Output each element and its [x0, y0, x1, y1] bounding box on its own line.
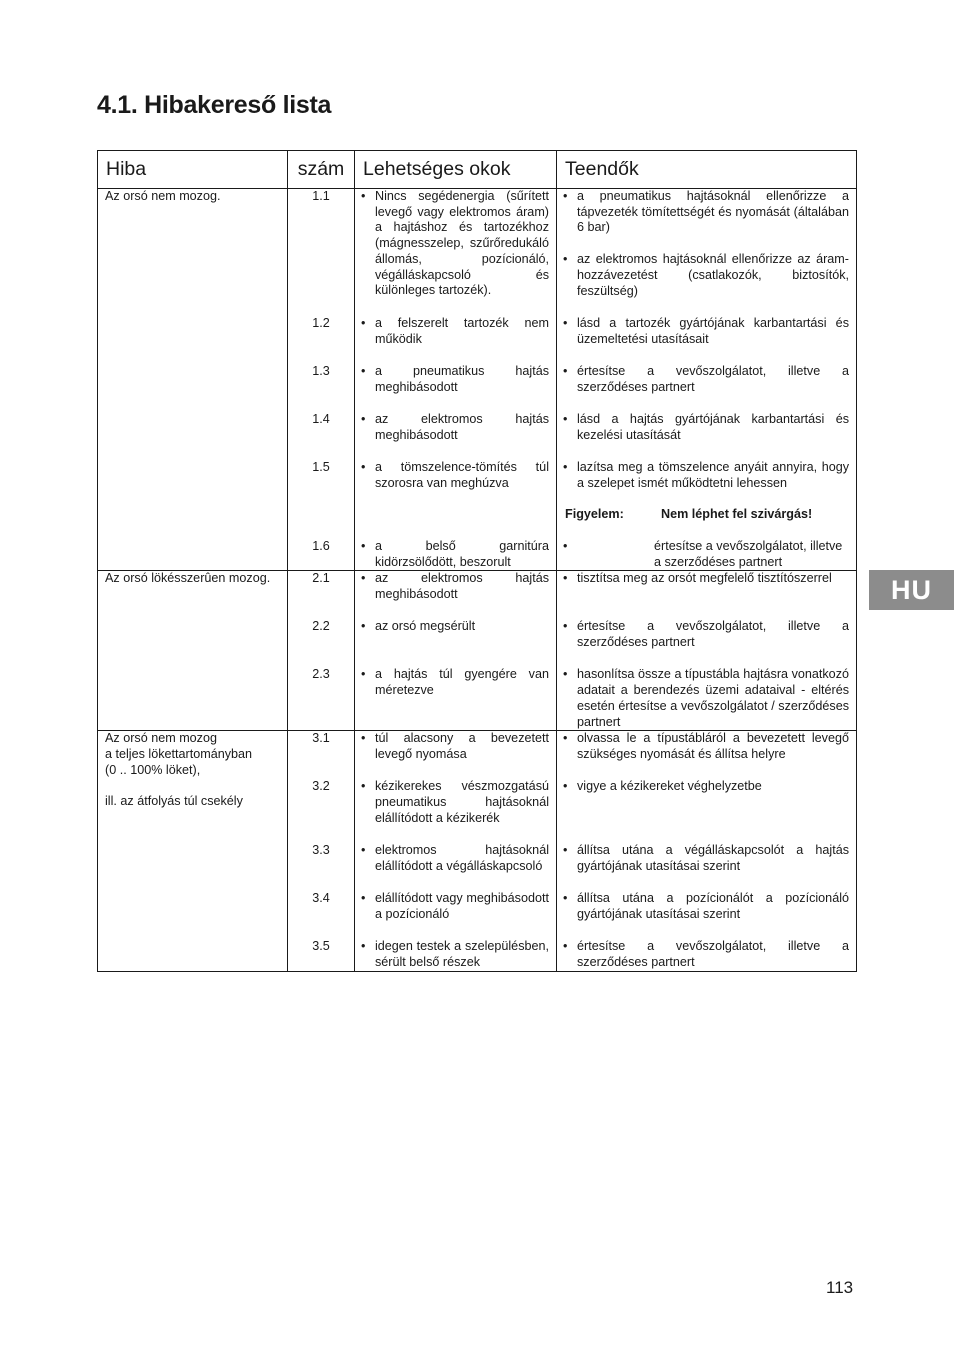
action-item [557, 571, 856, 587]
bullet-icon: • [361, 843, 366, 858]
cause-item [355, 731, 556, 779]
bullet-icon: • [361, 619, 366, 634]
entry-number: 3.4 [312, 891, 330, 906]
action-text: olvassa le a típustábláról a bevezetett levegő szükséges nyomását és állítsa helyre [577, 731, 849, 761]
action-text: tisztítsa meg az orsót megfelelő tisztítószerrel [577, 571, 832, 586]
header-actions: Teendők [557, 151, 857, 189]
entry-number: 1.3 [312, 364, 330, 378]
table-row [98, 731, 857, 971]
number-cell [288, 731, 355, 971]
actions-cell [557, 571, 857, 731]
action-item [557, 539, 856, 570]
action-group [557, 316, 856, 364]
fault-text: ill. az átfolyás túl csekély [105, 794, 243, 809]
action-group [557, 731, 856, 779]
action-text: lazítsa meg a tömszelence anyáit annyira, hogy a szelepet ismét működtetni lehessen [577, 460, 849, 490]
fault-text: Az orsó lökésszerûen mozog. [105, 571, 271, 586]
cause-text: idegen testek a szelepülésben, sérült belső részek [375, 939, 549, 969]
cause-item [355, 571, 556, 619]
action-group [557, 571, 856, 619]
action-text: értesítse a vevőszolgálatot, illetve a szerződéses partnert [654, 539, 843, 569]
action-item [557, 891, 856, 922]
action-item [557, 779, 856, 795]
number-cell [288, 571, 355, 731]
entry-number: 2.1 [312, 571, 330, 586]
action-item [557, 731, 856, 762]
bullet-icon: • [361, 891, 366, 906]
cause-item [355, 843, 556, 891]
action-group [557, 539, 856, 570]
bullet-icon: • [361, 412, 366, 426]
header-fault: Hiba [98, 151, 288, 189]
action-item [557, 412, 856, 443]
entry-number: 3.2 [312, 779, 330, 794]
bullet-icon: • [361, 939, 366, 954]
page-number: 113 [826, 1278, 854, 1297]
cause-item [355, 189, 556, 316]
cause-item [355, 779, 556, 843]
action-group [557, 939, 856, 970]
bullet-icon: • [563, 891, 568, 906]
cause-item [355, 939, 556, 970]
fault-cell [98, 571, 288, 731]
bullet-icon: • [563, 460, 568, 474]
bullet-icon: • [361, 731, 366, 746]
action-item [557, 460, 856, 491]
cause-text: Nincs segédenergia (sűrített levegő vagy elektromos áram) a hajtáshoz és tartozékhoz (mágnesszelep, szűrőredukáló állomás, pozícionáló, végálláskapcsoló és különleges tartozék). [375, 189, 549, 298]
bullet-icon: • [563, 939, 568, 954]
action-text: értesítse a vevőszolgálatot, illetve a szerződéses partnert [577, 939, 849, 969]
cause-item [355, 460, 556, 539]
header-causes: Lehetséges okok [355, 151, 557, 189]
warning-note [557, 507, 856, 523]
action-item [557, 364, 856, 395]
bullet-icon: • [361, 667, 366, 682]
fault-text: (0 .. 100% löket), [105, 762, 201, 777]
bullet-icon: • [361, 364, 366, 378]
bullet-icon: • [361, 779, 366, 794]
warning-label: Figyelem: [565, 507, 624, 522]
cause-item [355, 667, 556, 698]
actions-cell [557, 189, 857, 571]
entry-number: 3.1 [312, 731, 330, 746]
action-group [557, 843, 856, 891]
language-tab: HU [869, 570, 954, 610]
action-text: lásd a hajtás gyártójának karbantartási és kezelési utasítását [577, 412, 849, 442]
causes-cell [355, 189, 557, 571]
action-item [557, 843, 856, 874]
action-group [557, 460, 856, 539]
bullet-icon: • [563, 619, 568, 634]
number-cell [288, 189, 355, 571]
action-text: az elektromos hajtásoknál ellenőrizze az áram-hozzávezetést (csatlakozók, biztosítók, feszültség) [577, 252, 849, 298]
bullet-icon: • [563, 189, 568, 203]
cause-text: a belső garnitúra kidörzsölődött, beszorult [375, 539, 549, 569]
bullet-icon: • [563, 731, 568, 746]
causes-cell [355, 731, 557, 971]
table-row [98, 571, 857, 731]
cause-item [355, 412, 556, 460]
action-text: állítsa utána a végálláskapcsolót a hajtás gyártójának utasításai szerint [577, 843, 849, 873]
entry-number: 1.5 [312, 460, 330, 474]
cause-item [355, 316, 556, 364]
entry-number: 3.3 [312, 843, 330, 858]
entry-number: 2.2 [312, 619, 330, 634]
causes-cell [355, 571, 557, 731]
cause-text: elállítódott vagy meghibásodott a pozícionáló [375, 891, 549, 921]
cause-text: a felszerelt tartozék nem működik [375, 316, 549, 346]
bullet-icon: • [563, 843, 568, 858]
cause-text: túl alacsony a bevezetett levegő nyomása [375, 731, 549, 761]
cause-text: a tömszelence-tömítés túl szorosra van meghúzva [375, 460, 549, 490]
entry-number: 1.2 [312, 316, 330, 330]
fault-text: Az orsó nem mozog. [105, 189, 221, 203]
action-item [557, 619, 856, 650]
bullet-icon: • [563, 571, 568, 586]
action-text: hasonlítsa össze a típustábla hajtásra vonatkozó adatait a berendezés üzemi adataival - eltérés esetén értesítse a vevőszolgálatot / szerződéses partnert [577, 667, 849, 729]
cause-item [355, 619, 556, 667]
action-group [557, 364, 856, 412]
bullet-icon: • [563, 252, 568, 267]
entry-number: 1.1 [312, 189, 330, 203]
actions-cell [557, 731, 857, 971]
cause-text: az orsó megsérült [375, 619, 476, 634]
bullet-icon: • [563, 779, 568, 794]
troubleshooting-table [97, 150, 857, 972]
cause-text: a hajtás túl gyengére van méretezve [375, 667, 549, 698]
header-number: szám [288, 151, 355, 189]
bullet-icon: • [563, 667, 568, 682]
bullet-icon: • [563, 316, 568, 330]
action-text: a pneumatikus hajtásoknál ellenőrizze a tápvezeték tömítettségét és nyomását (általában 6 bar) [577, 189, 849, 235]
cause-item [355, 539, 556, 570]
warning-text: Nem léphet fel szivárgás! [661, 507, 813, 522]
action-text: állítsa utána a pozícionálót a pozícionáló gyártójának utasításai szerint [577, 891, 849, 921]
bullet-icon: • [361, 539, 366, 553]
bullet-icon: • [361, 460, 366, 474]
action-text: vigye a kézikereket véghelyzetbe [577, 779, 762, 794]
bullet-icon: • [361, 571, 366, 586]
action-text: értesítse a vevőszolgálatot, illetve a szerződéses partnert [577, 619, 849, 650]
action-group [557, 779, 856, 843]
action-item [557, 316, 856, 347]
action-text: értesítse a vevőszolgálatot, illetve a szerződéses partnert [577, 364, 849, 394]
cause-text: kézikerekes vészmozgatású pneumatikus hajtásoknál elállítódott a kézikerék [375, 779, 549, 825]
action-text: lásd a tartozék gyártójának karbantartási és üzemeltetési utasításait [577, 316, 849, 346]
action-item [557, 189, 856, 236]
fault-text: a teljes lökettartományban [105, 746, 253, 761]
action-group [557, 412, 856, 460]
page-title: 4.1. Hibakereső lista [97, 91, 332, 119]
cause-text: elektromos hajtásoknál elállítódott a végálláskapcsoló [375, 843, 549, 873]
fault-text: Az orsó nem mozog [105, 731, 217, 746]
table-row [98, 189, 857, 571]
action-group [557, 189, 856, 316]
action-group [557, 891, 856, 939]
bullet-icon: • [563, 539, 568, 553]
entry-number: 3.5 [312, 939, 330, 954]
bullet-icon: • [361, 316, 366, 330]
fault-cell [98, 189, 288, 571]
table-header-row [98, 151, 857, 189]
bullet-icon: • [563, 412, 568, 426]
entry-number: 1.6 [312, 539, 330, 553]
action-group [557, 667, 856, 730]
cause-text: a pneumatikus hajtás meghibásodott [375, 364, 549, 394]
action-item [557, 667, 856, 730]
action-item [557, 252, 856, 299]
action-item [557, 939, 856, 970]
bullet-icon: • [563, 364, 568, 378]
action-group [557, 619, 856, 667]
cause-item [355, 364, 556, 412]
entry-number: 2.3 [312, 667, 330, 682]
cause-item [355, 891, 556, 939]
entry-number: 1.4 [312, 412, 330, 426]
cause-text: az elektromos hajtás meghibásodott [375, 571, 549, 602]
fault-cell [98, 731, 288, 971]
bullet-icon: • [361, 189, 366, 203]
cause-text: az elektromos hajtás meghibásodott [375, 412, 549, 442]
